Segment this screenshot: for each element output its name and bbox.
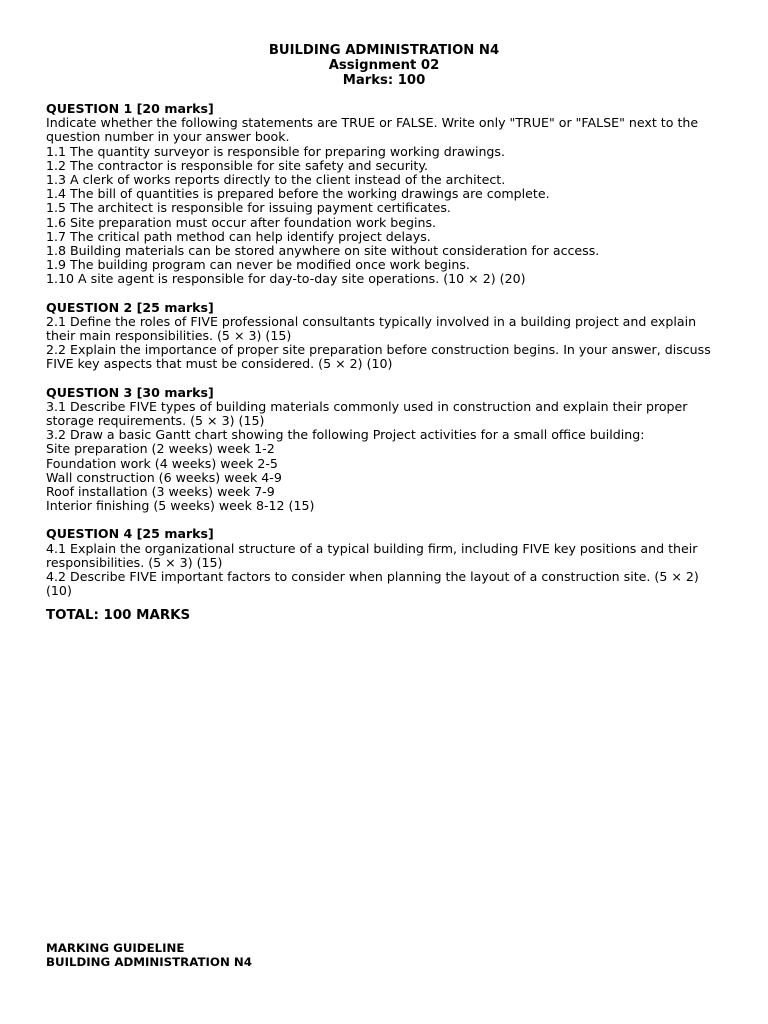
question-line: 1.6 Site preparation must occur after foundation work begins. [46, 214, 437, 230]
document-header [0, 43, 768, 88]
question-line: Indicate whether the following statements are TRUE or FALSE. Write only "TRUE" or "FALSE" next to the question number in your answer book. [46, 115, 703, 145]
question-line: 1.10 A site agent is responsible for day-to-day site operations. (10 × 2) (20) [46, 271, 526, 287]
document-body [46, 102, 726, 623]
question-1 [46, 102, 726, 287]
question-line: 1.1 The quantity surveyor is responsible for preparing working drawings. [46, 143, 505, 159]
question-line: 1.7 The critical path method can help identify project delays. [46, 228, 431, 244]
question-title: QUESTION 2 [25 marks] [46, 299, 214, 315]
marking-guideline-subject: BUILDING ADMINISTRATION N4 [46, 955, 253, 970]
question-line: 1.3 A clerk of works reports directly to the client instead of the architect. [46, 172, 506, 188]
total-marks: TOTAL: 100 MARKS [46, 607, 191, 623]
question-line: 1.9 The building program can never be modified once work begins. [46, 257, 470, 273]
question-line: 2.1 Define the roles of FIVE professional consultants typically involved in a building project and explain their main responsibilities. (5 × 3) (15) [46, 313, 701, 344]
question-line: 2.2 Explain the importance of proper site preparation before construction begins. In your answer, discuss FIVE key aspects that must be considered. (5 × 2) (10) [46, 342, 715, 372]
question-title: QUESTION 1 [20 marks] [46, 101, 214, 116]
marking-guideline-header [46, 941, 252, 969]
question-line: 1.5 The architect is responsible for issuing payment certificates. [46, 200, 451, 216]
question-line: 3.1 Describe FIVE types of building materials commonly used in construction and explain their proper storage requirements. (5 × 3) (15) [46, 398, 692, 429]
question-line: 4.1 Explain the organizational structure of a typical building firm, including FIVE key positions and their responsibilities. (5 × 3) (15) [46, 540, 702, 570]
question-line: 1.2 The contractor is responsible for site safety and security. [46, 157, 429, 173]
question-line: 1.8 Building materials can be stored anywhere on site without consideration for access. [46, 243, 600, 259]
assignment-number: Assignment 02 [328, 58, 440, 73]
total-marks-heading: Marks: 100 [342, 73, 426, 88]
question-2 [46, 301, 726, 372]
document-title: BUILDING ADMINISTRATION N4 [268, 43, 500, 58]
question-line: 3.2 Draw a basic Gantt chart showing the following Project activities for a small office building: [46, 427, 645, 443]
gantt-activity: Roof installation (3 weeks) week 7-9 [46, 484, 275, 500]
gantt-activity: Foundation work (4 weeks) week 2-5 [46, 455, 278, 471]
question-title: QUESTION 3 [30 marks] [46, 384, 214, 400]
question-line: 1.4 The bill of quantities is prepared before the working drawings are complete. [46, 186, 550, 202]
question-title: QUESTION 4 [25 marks] [46, 526, 214, 542]
marking-guideline-title: MARKING GUIDELINE [46, 941, 185, 955]
gantt-activity: Interior finishing (5 weeks) week 8-12 (15) [46, 498, 315, 514]
question-3 [46, 386, 726, 514]
question-4 [46, 527, 726, 598]
question-line: 4.2 Describe FIVE important factors to consider when planning the layout of a construction site. (5 × 2) (10) [46, 569, 703, 599]
gantt-activity: Wall construction (6 weeks) week 4-9 [46, 469, 282, 485]
gantt-activity: Site preparation (2 weeks) week 1-2 [46, 441, 275, 457]
